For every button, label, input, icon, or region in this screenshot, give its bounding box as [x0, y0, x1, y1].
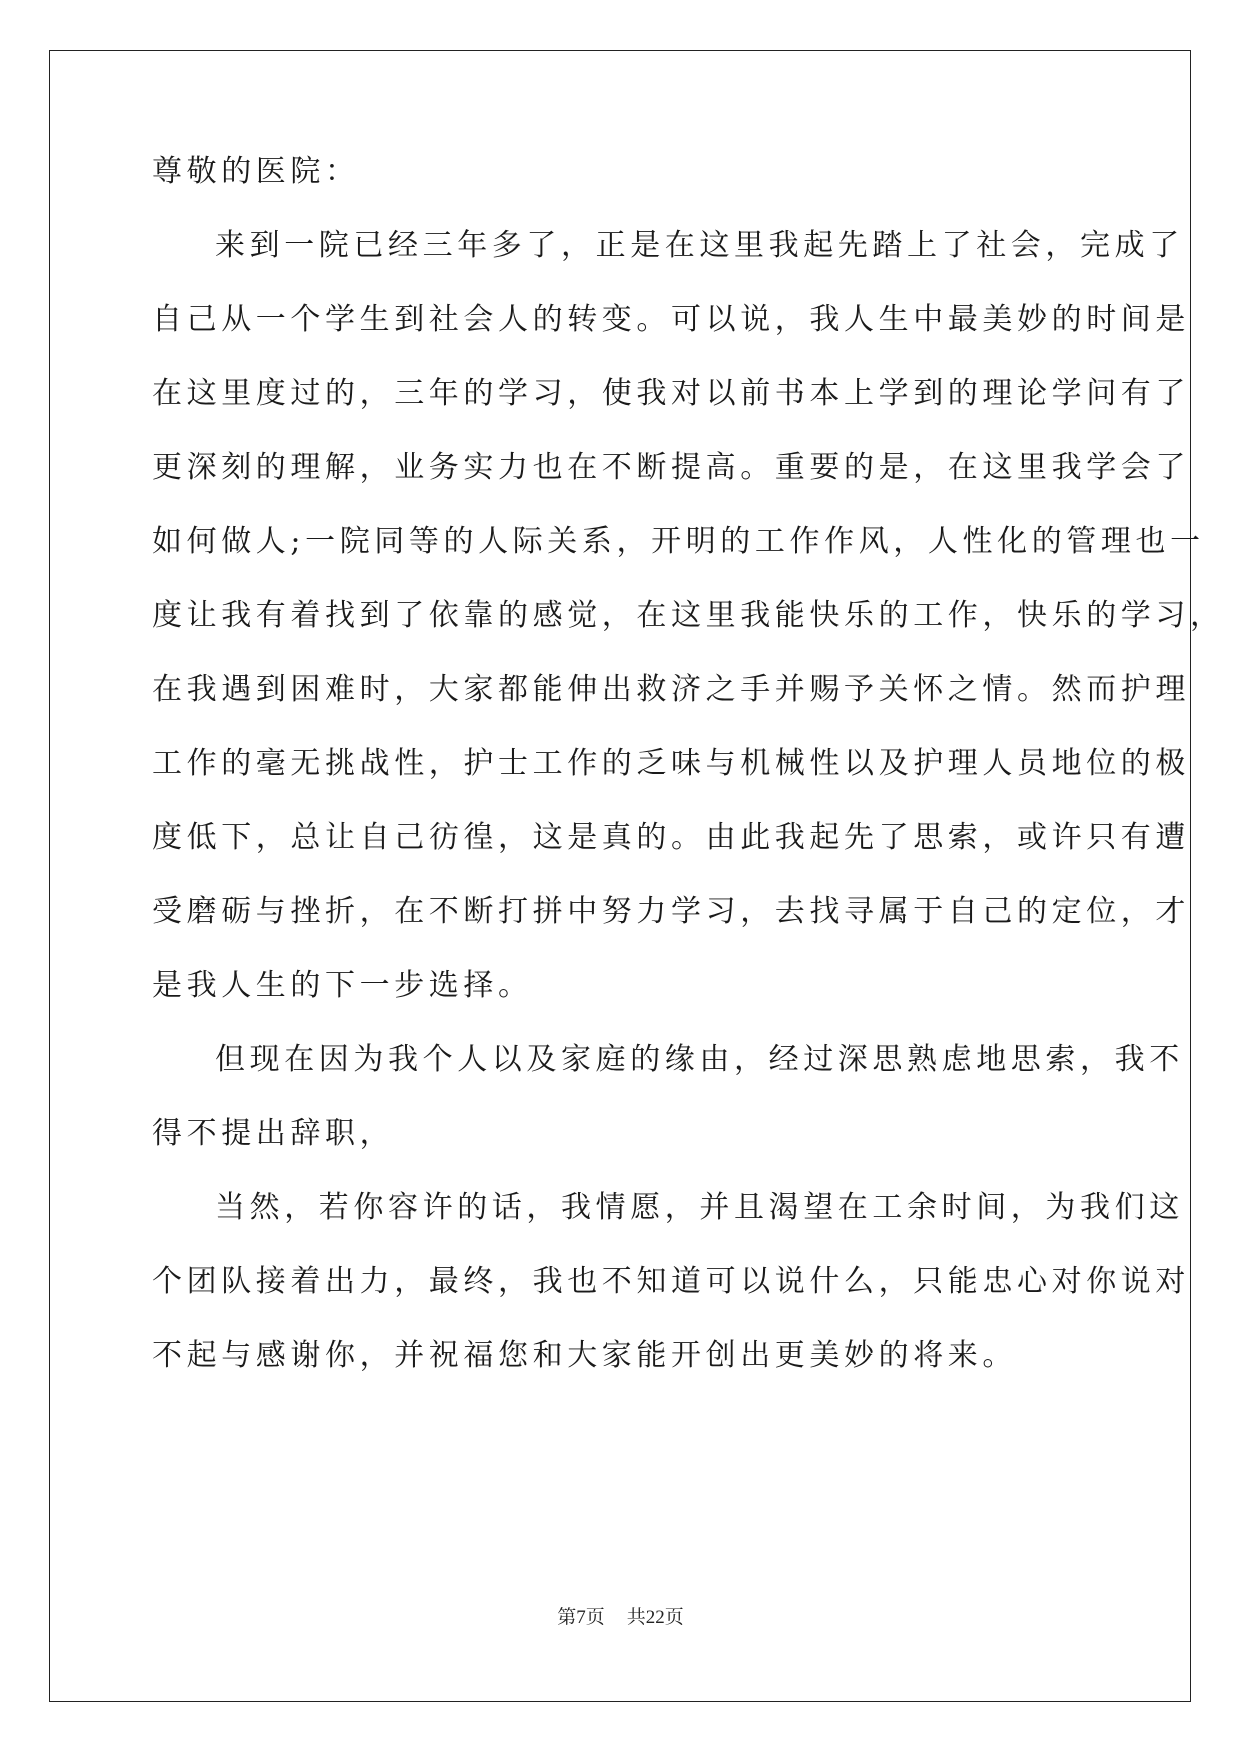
salutation: 尊敬的医院：: [152, 154, 360, 189]
paragraph-line: 工作的毫无挑战性，护士工作的乏味与机械性以及护理人员地位的极: [152, 746, 1190, 781]
paragraph-line: 更深刻的理解，业务实力也在不断提高。重要的是，在这里我学会了: [152, 450, 1190, 485]
page-border: [49, 50, 1225, 1702]
paragraph-line: 个团队接着出力，最终，我也不知道可以说什么，只能忠心对你说对: [152, 1264, 1190, 1299]
paragraph-line: 得不提出辞职，: [152, 1116, 395, 1151]
paragraph-line: 当然，若你容许的话，我情愿，并且渴望在工余时间，为我们这: [215, 1190, 1184, 1225]
paragraph-line: 但现在因为我个人以及家庭的缘由，经过深思熟虑地思索，我不: [215, 1042, 1184, 1077]
page-footer: [0, 1602, 1241, 1629]
paragraph-line: 在我遇到困难时，大家都能伸出救济之手并赐予关怀之情。然而护理: [152, 672, 1190, 707]
paragraph-line: 自己从一个学生到社会人的转变。可以说，我人生中最美妙的时间是: [152, 302, 1190, 337]
paragraph-line: 在这里度过的，三年的学习，使我对以前书本上学到的理论学问有了: [152, 376, 1190, 411]
page-number: 第7页: [557, 1607, 605, 1628]
paragraph-line: 如何做人;一院同等的人际关系，开明的工作作风，人性化的管理也一: [152, 524, 1205, 559]
paragraph-line: 度低下，总让自己彷徨，这是真的。由此我起先了思索，或许只有遭: [152, 820, 1190, 855]
paragraph-line: 不起与感谢你，并祝福您和大家能开创出更美妙的将来。: [152, 1338, 1017, 1373]
page-total: 共22页: [626, 1607, 684, 1628]
paragraph-line: 受磨砺与挫折，在不断打拼中努力学习，去找寻属于自己的定位，才: [152, 894, 1190, 929]
paragraph-line: 度让我有着找到了依靠的感觉，在这里我能快乐的工作，快乐的学习，: [152, 598, 1225, 633]
paragraph-line: 是我人生的下一步选择。: [152, 968, 533, 1003]
paragraph-line: 来到一院已经三年多了，正是在这里我起先踏上了社会，完成了: [215, 228, 1184, 263]
